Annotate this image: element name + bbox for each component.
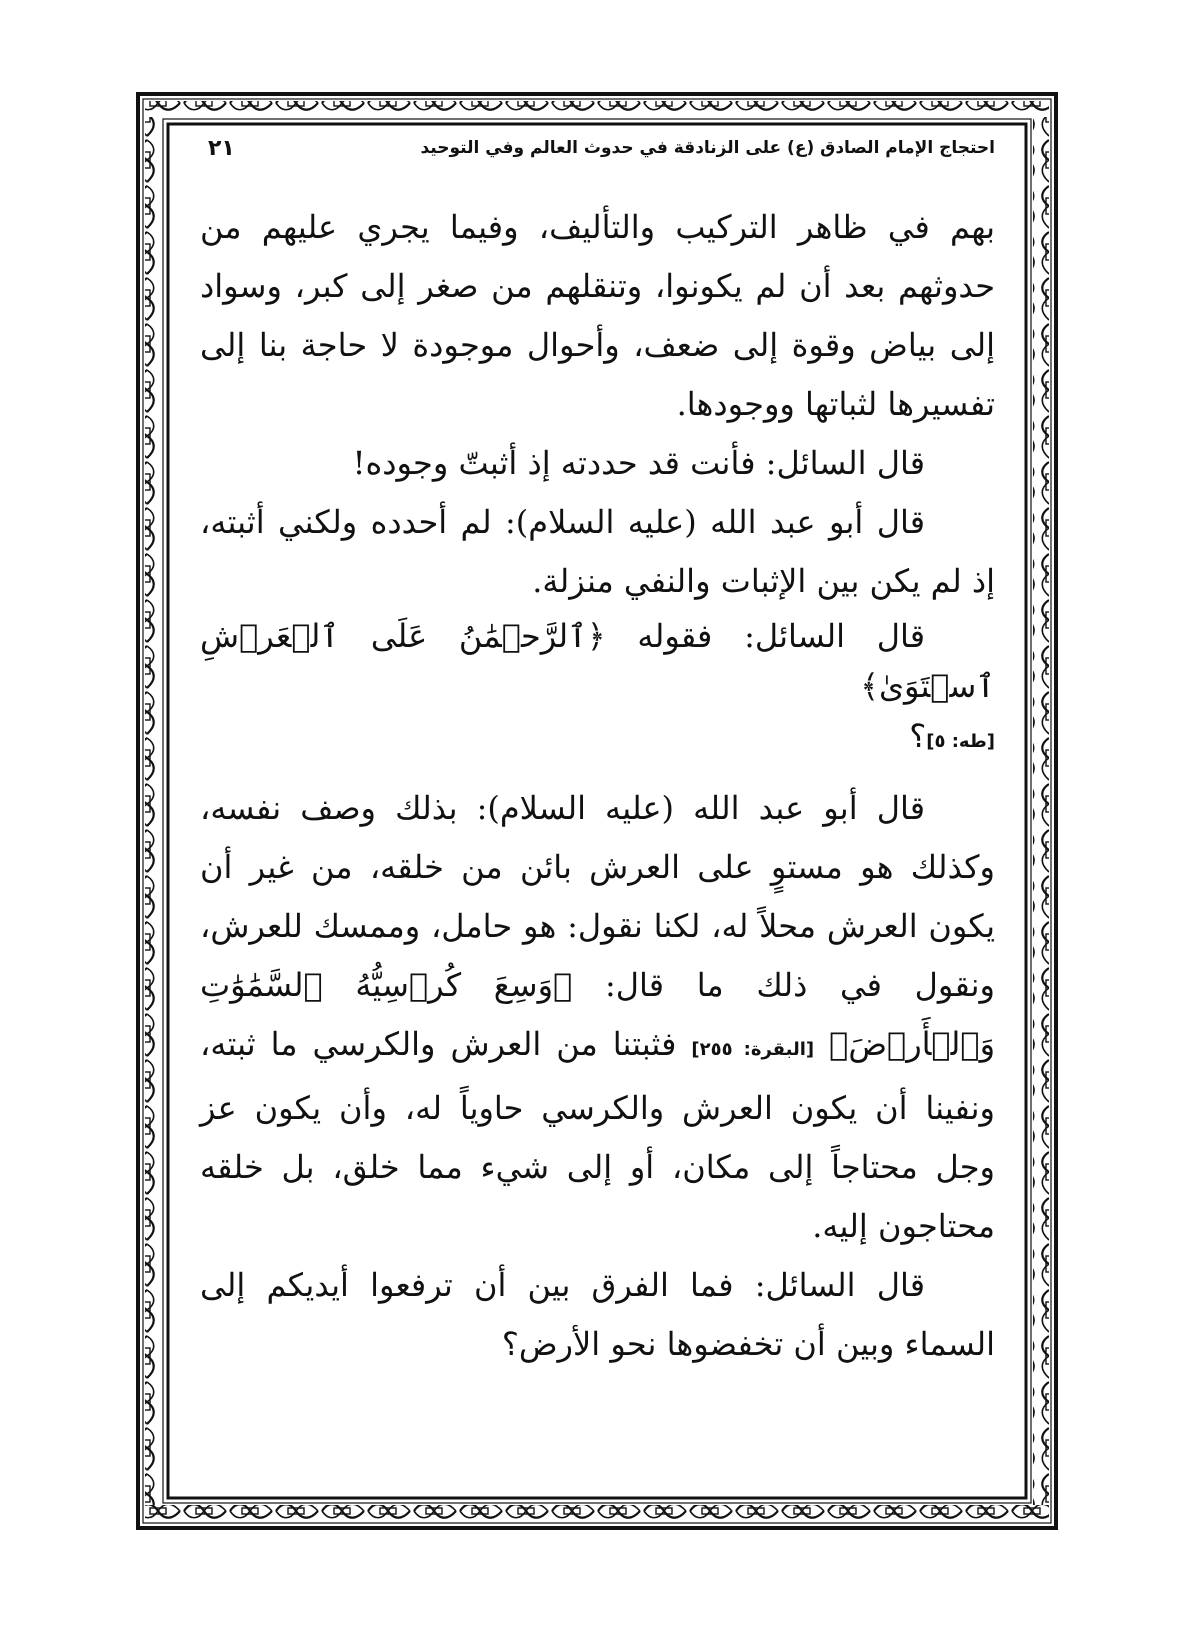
paragraph-1: بهم في ظاهر التركيب والتأليف، وفيما يجري عليهم من حدوثهم بعد أن لم يكونوا، وتنقلهم من صغر إلى كبر، وسواد إلى بياض وقوة إلى ضعف، وأحوال موجودة لا حاجة بنا إلى تفسيرها لثباتها ووجودها. [200,208,996,423]
running-title: احتجاج الإمام الصادق (ع) على الزنادقة في حدوث العالم وفي التوحيد [420,138,995,158]
paragraph-5-end: فثبتنا من العرش والكرسي ما ثبته، ونفينا أن يكون العرش والكرسي حاوياً له، وأن يكون عز وجل محتاجاً إلى مكان، أو إلى شيء مما خلق، بل خلقه محتاجون إليه. [200,1025,995,1245]
paragraph-4-lead: قال السائل: فقوله [605,617,925,655]
paragraph-5 [200,779,995,1256]
page-number: ٢١ [208,135,235,161]
verse-reference-baqara: [البقرة: ٢٥٥] [691,1039,815,1060]
running-header [200,128,995,168]
paragraph-4-end: ؟ [909,717,927,755]
paragraph-5-lead: قال أبو عبد الله (عليه السلام): بذلك وصف نفسه، وكذلك هو مستوٍ على العرش بائن من خلقه، من غير أن يكون العرش محلاً له، لكنا نقول: هو حامل، وممسك للعرش، ونقول في ذلك ما قال: [200,789,996,1004]
paragraph-4 [200,611,995,767]
paragraph-6: قال السائل: فما الفرق بين أن ترفعوا أيديكم إلى السماء وبين أن تخفضوها نحو الأرض؟ [200,1266,995,1363]
quran-verse-taha: ﴿ٱلرَّحۡمَٰنُ عَلَى ٱلۡعَرۡشِ ٱسۡتَوَىٰ﴾ [200,617,995,705]
body-text [200,198,995,1374]
page-content [200,128,995,1498]
verse-reference-taha: [طه: ٥] [926,731,995,752]
paragraph-2: قال السائل: فأنت قد حددته إذ أثبتّ وجوده! [352,444,925,482]
paragraph-3: قال أبو عبد الله (عليه السلام): لم أحدده ولكني أثبته، إذ لم يكن بين الإثبات والنفي منزلة. [200,503,995,600]
quran-verse-baqara: ﴿وَسِعَ كُرۡسِيُّهُ ٱلسَّمَٰوَٰتِ وَٱلۡأَرۡضَ﴾ [200,966,996,1063]
